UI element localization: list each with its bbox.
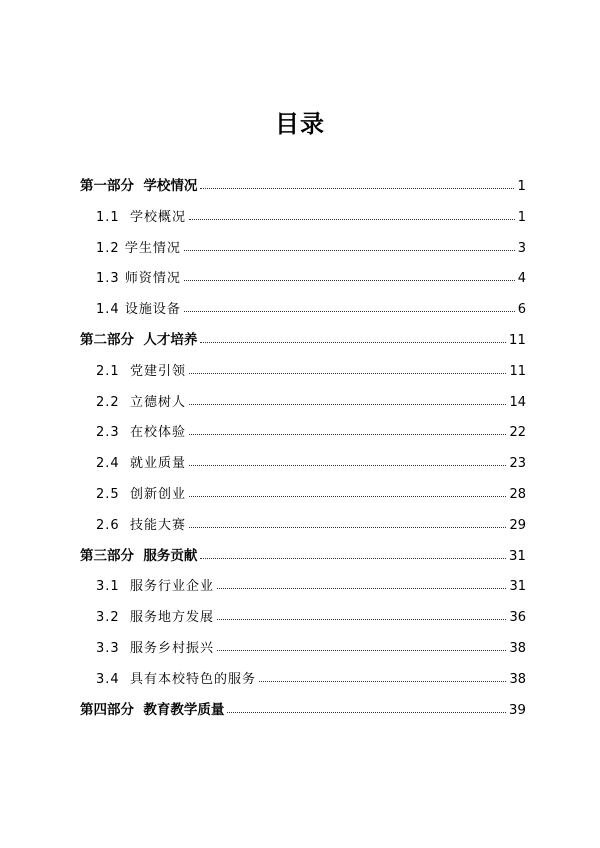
toc-part-entry[interactable] (80, 694, 526, 718)
toc-entry-number: 1.1 (96, 209, 130, 225)
toc-entry-number: 3.1 (96, 579, 130, 595)
toc-entry-page-number: 6 (517, 302, 526, 318)
toc-entry-page-number: 38 (509, 671, 526, 687)
dot-leader (189, 527, 506, 528)
dot-leader (217, 650, 506, 651)
toc-entry-page-number: 38 (509, 641, 526, 656)
toc-entry-page-number: 11 (509, 363, 526, 379)
toc-entry-label: 教育教学质量 (143, 701, 225, 718)
toc-section-entry[interactable] (96, 632, 526, 656)
dot-leader (189, 373, 506, 374)
toc-section-entry[interactable] (96, 293, 526, 317)
toc-entry-page-number: 11 (508, 332, 526, 348)
toc-entry-label: 服务乡村振兴 (129, 641, 214, 656)
toc-section-entry[interactable] (96, 601, 526, 625)
toc-section-entry[interactable] (96, 355, 526, 379)
toc-entry-label: 就业质量 (129, 456, 186, 472)
toc-entry-label: 设施设备 (124, 302, 181, 318)
toc-entry-label: 服务行业企业 (129, 579, 214, 595)
toc-entry-label: 在校体验 (129, 425, 186, 441)
toc-section-entry[interactable] (96, 663, 526, 687)
toc-section-entry[interactable] (96, 478, 526, 502)
dot-leader (189, 465, 506, 466)
toc-section-entry[interactable] (96, 509, 526, 533)
toc-section-entry[interactable] (96, 447, 526, 471)
dot-leader (189, 404, 506, 405)
toc-entry-page-number: 4 (517, 271, 526, 287)
toc-entry-number: 2.6 (96, 517, 130, 533)
toc-entry-page-number: 14 (509, 394, 526, 410)
toc-entry-label: 人才培养 (143, 332, 198, 348)
dot-leader (184, 250, 515, 251)
toc-entry-label: 具有本校特色的服务 (129, 671, 256, 687)
toc-entry-label: 学生情况 (124, 240, 181, 256)
toc-part-entry[interactable] (80, 540, 526, 564)
toc-entry-page-number: 29 (509, 517, 526, 533)
toc-section-entry[interactable] (96, 262, 526, 286)
dot-leader (189, 434, 506, 435)
toc-entry-page-number: 3 (517, 240, 526, 256)
dot-leader (189, 496, 506, 497)
toc-entry-number: 第三部分 (80, 547, 144, 564)
toc-entry-number: 2.2 (96, 394, 130, 410)
toc-entry-number: 3.2 (96, 610, 130, 626)
toc-section-entry[interactable] (96, 232, 526, 256)
toc-entry-number: 3.4 (96, 671, 130, 687)
toc-entry-number: 2.3 (96, 425, 130, 441)
toc-entry-page-number: 31 (508, 547, 526, 564)
toc-entry-label: 立德树人 (129, 394, 186, 410)
dot-leader (200, 558, 505, 559)
toc-entry-number: 2.4 (96, 456, 130, 472)
toc-entry-label: 创新创业 (129, 487, 186, 502)
toc-part-entry[interactable] (80, 324, 526, 348)
toc-entry-page-number: 36 (509, 610, 526, 626)
toc-entry-label: 学校概况 (129, 209, 186, 225)
toc-entry-label: 党建引领 (129, 363, 186, 379)
toc-entry-number: 第四部分 (80, 701, 144, 718)
toc-section-entry[interactable] (96, 416, 526, 440)
toc-entry-label: 学校情况 (143, 178, 198, 194)
toc-entry-label: 服务贡献 (143, 547, 198, 564)
dot-leader (200, 342, 505, 343)
toc-entry-number: 3.3 (96, 641, 130, 656)
toc-entry-number: 2.5 (96, 487, 130, 502)
dot-leader (217, 619, 506, 620)
toc-entry-number: 第一部分 (80, 178, 144, 194)
toc-entry-number: 2.1 (96, 363, 130, 379)
toc-section-entry[interactable] (96, 386, 526, 410)
toc-entry-page-number: 39 (508, 701, 526, 718)
toc-part-entry[interactable] (80, 170, 526, 194)
toc-entry-label: 师资情况 (124, 271, 181, 287)
toc-entry-page-number: 1 (517, 209, 526, 225)
toc-entry-number: 第二部分 (80, 332, 144, 348)
toc-entry-number: 1.4 (96, 302, 125, 318)
toc-entry-page-number: 31 (509, 579, 526, 595)
toc-entry-number: 1.2 (96, 240, 125, 256)
dot-leader (184, 311, 515, 312)
dot-leader (217, 588, 506, 589)
toc-entry-label: 服务地方发展 (129, 610, 214, 626)
toc-entry-page-number: 28 (509, 487, 526, 502)
toc-section-entry[interactable] (96, 201, 526, 225)
page-title: 目录 (275, 110, 325, 138)
toc-entry-page-number: 22 (509, 425, 526, 441)
toc-entry-page-number: 23 (509, 456, 526, 472)
dot-leader (259, 681, 506, 682)
toc-entry-label: 技能大赛 (129, 517, 186, 533)
dot-leader (227, 712, 505, 713)
dot-leader (189, 219, 515, 220)
toc-section-entry[interactable] (96, 570, 526, 594)
dot-leader (200, 188, 514, 189)
toc-entry-page-number: 1 (517, 178, 526, 194)
dot-leader (184, 280, 515, 281)
toc-entry-number: 1.3 (96, 271, 125, 287)
